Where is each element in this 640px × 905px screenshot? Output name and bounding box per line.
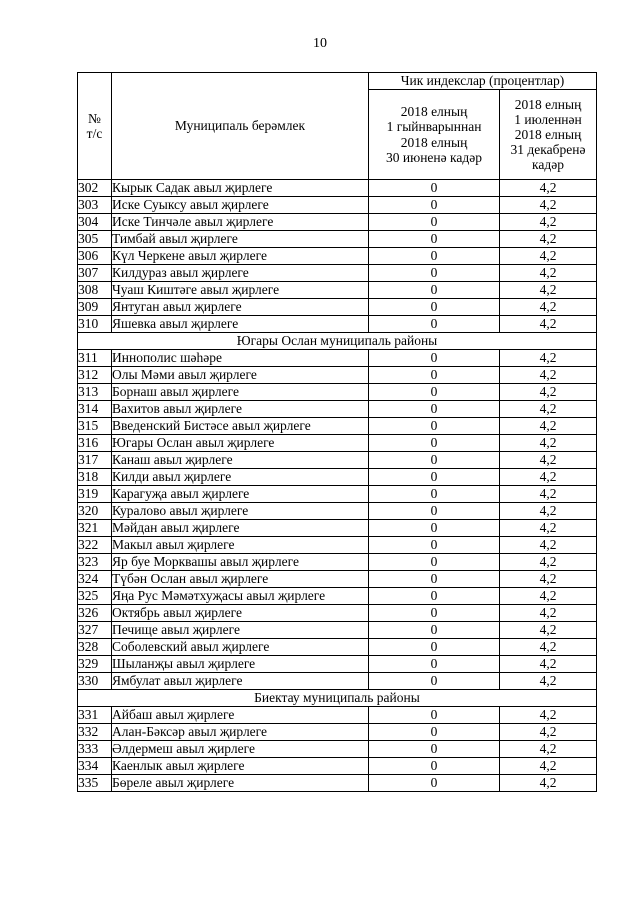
row-number: 307 [78, 265, 112, 282]
row-number: 303 [78, 197, 112, 214]
index-second-half: 4,2 [500, 775, 597, 792]
index-first-half: 0 [369, 571, 500, 588]
index-second-half: 4,2 [500, 265, 597, 282]
indices-table [77, 72, 597, 792]
index-first-half: 0 [369, 622, 500, 639]
header-period-first-half: 2018 елның 1 гыйнварыннан 2018 елның 30 июненә кадәр [369, 90, 500, 180]
row-number: 333 [78, 741, 112, 758]
municipality-name: Олы Мәми авыл җирлеге [112, 367, 369, 384]
index-first-half: 0 [369, 741, 500, 758]
municipality-name: Печище авыл җирлеге [112, 622, 369, 639]
row-number: 315 [78, 418, 112, 435]
table-row [78, 503, 597, 520]
header-municipality: Муниципаль берәмлек [112, 73, 369, 180]
section-row [78, 333, 597, 350]
index-second-half: 4,2 [500, 180, 597, 197]
row-number: 322 [78, 537, 112, 554]
municipality-name: Иске Тинчәле авыл җирлеге [112, 214, 369, 231]
table-row [78, 775, 597, 792]
municipality-name: Карагуҗа авыл җирлеге [112, 486, 369, 503]
index-first-half: 0 [369, 231, 500, 248]
index-first-half: 0 [369, 299, 500, 316]
index-first-half: 0 [369, 554, 500, 571]
row-number: 324 [78, 571, 112, 588]
index-first-half: 0 [369, 758, 500, 775]
municipality-name: Канаш авыл җирлеге [112, 452, 369, 469]
municipality-name: Түбән Ослан авыл җирлеге [112, 571, 369, 588]
index-first-half: 0 [369, 520, 500, 537]
index-first-half: 0 [369, 282, 500, 299]
municipality-name: Айбаш авыл җирлеге [112, 707, 369, 724]
municipality-name: Кырык Садак авыл җирлеге [112, 180, 369, 197]
row-number: 323 [78, 554, 112, 571]
municipality-name: Ямбулат авыл җирлеге [112, 673, 369, 690]
municipality-name: Тимбай авыл җирлеге [112, 231, 369, 248]
municipality-name: Килди авыл җирлеге [112, 469, 369, 486]
index-first-half: 0 [369, 180, 500, 197]
municipality-name: Вахитов авыл җирлеге [112, 401, 369, 418]
table-row [78, 384, 597, 401]
table-row [78, 367, 597, 384]
index-first-half: 0 [369, 707, 500, 724]
index-second-half: 4,2 [500, 741, 597, 758]
row-number: 304 [78, 214, 112, 231]
municipality-name: Введенский Бистәсе авыл җирлеге [112, 418, 369, 435]
table-row [78, 248, 597, 265]
row-number: 311 [78, 350, 112, 367]
table-row [78, 316, 597, 333]
row-number: 331 [78, 707, 112, 724]
index-second-half: 4,2 [500, 197, 597, 214]
municipality-name: Чуаш Киштәге авыл җирлеге [112, 282, 369, 299]
header-limit-indices: Чик индекслар (процентлар) [369, 73, 597, 90]
index-second-half: 4,2 [500, 418, 597, 435]
table-row [78, 299, 597, 316]
table-row [78, 758, 597, 775]
index-second-half: 4,2 [500, 554, 597, 571]
index-first-half: 0 [369, 605, 500, 622]
index-second-half: 4,2 [500, 571, 597, 588]
municipality-name: Куралово авыл җирлеге [112, 503, 369, 520]
table-row [78, 741, 597, 758]
index-first-half: 0 [369, 503, 500, 520]
municipality-name: Янтуган авыл җирлеге [112, 299, 369, 316]
index-second-half: 4,2 [500, 469, 597, 486]
index-first-half: 0 [369, 588, 500, 605]
table-row [78, 707, 597, 724]
table-row [78, 571, 597, 588]
municipality-name: Алан-Бәксәр авыл җирлеге [112, 724, 369, 741]
index-first-half: 0 [369, 435, 500, 452]
index-second-half: 4,2 [500, 656, 597, 673]
table-row [78, 605, 597, 622]
index-first-half: 0 [369, 724, 500, 741]
index-second-half: 4,2 [500, 503, 597, 520]
row-number: 318 [78, 469, 112, 486]
index-second-half: 4,2 [500, 214, 597, 231]
index-second-half: 4,2 [500, 707, 597, 724]
table-row [78, 401, 597, 418]
table-row [78, 639, 597, 656]
table-row [78, 469, 597, 486]
index-first-half: 0 [369, 469, 500, 486]
table-row [78, 673, 597, 690]
municipality-name: Бөреле авыл җирлеге [112, 775, 369, 792]
table-row [78, 554, 597, 571]
index-first-half: 0 [369, 214, 500, 231]
municipality-name: Каенлык авыл җирлеге [112, 758, 369, 775]
index-first-half: 0 [369, 350, 500, 367]
section-title: Биектау муниципаль районы [78, 690, 597, 707]
index-second-half: 4,2 [500, 486, 597, 503]
index-second-half: 4,2 [500, 367, 597, 384]
table-row [78, 180, 597, 197]
row-number: 328 [78, 639, 112, 656]
index-second-half: 4,2 [500, 384, 597, 401]
index-first-half: 0 [369, 537, 500, 554]
row-number: 327 [78, 622, 112, 639]
row-number: 302 [78, 180, 112, 197]
index-first-half: 0 [369, 418, 500, 435]
index-first-half: 0 [369, 775, 500, 792]
table-row [78, 724, 597, 741]
table-row [78, 520, 597, 537]
section-row [78, 690, 597, 707]
table-row [78, 265, 597, 282]
municipality-name: Шыланҗы авыл җирлеге [112, 656, 369, 673]
index-first-half: 0 [369, 265, 500, 282]
index-second-half: 4,2 [500, 758, 597, 775]
municipality-name: Октябрь авыл җирлеге [112, 605, 369, 622]
index-first-half: 0 [369, 367, 500, 384]
index-first-half: 0 [369, 197, 500, 214]
index-second-half: 4,2 [500, 350, 597, 367]
table-row [78, 350, 597, 367]
municipality-name: Яшевка авыл җирлеге [112, 316, 369, 333]
municipality-name: Соболевский авыл җирлеге [112, 639, 369, 656]
row-number: 332 [78, 724, 112, 741]
row-number: 314 [78, 401, 112, 418]
row-number: 305 [78, 231, 112, 248]
table-row [78, 537, 597, 554]
index-first-half: 0 [369, 673, 500, 690]
index-second-half: 4,2 [500, 435, 597, 452]
table-row [78, 418, 597, 435]
index-second-half: 4,2 [500, 605, 597, 622]
index-first-half: 0 [369, 384, 500, 401]
index-second-half: 4,2 [500, 401, 597, 418]
index-second-half: 4,2 [500, 639, 597, 656]
table-row [78, 282, 597, 299]
index-second-half: 4,2 [500, 231, 597, 248]
row-number: 308 [78, 282, 112, 299]
row-number: 306 [78, 248, 112, 265]
municipality-name: Күл Черкене авыл җирлеге [112, 248, 369, 265]
index-second-half: 4,2 [500, 622, 597, 639]
municipality-name: Югары Ослан авыл җирлеге [112, 435, 369, 452]
row-number: 320 [78, 503, 112, 520]
row-number: 329 [78, 656, 112, 673]
table-row [78, 197, 597, 214]
table-row [78, 486, 597, 503]
row-number: 309 [78, 299, 112, 316]
row-number: 330 [78, 673, 112, 690]
index-second-half: 4,2 [500, 673, 597, 690]
table-row [78, 231, 597, 248]
row-number: 319 [78, 486, 112, 503]
row-number: 321 [78, 520, 112, 537]
index-second-half: 4,2 [500, 248, 597, 265]
index-second-half: 4,2 [500, 299, 597, 316]
index-second-half: 4,2 [500, 537, 597, 554]
municipality-name: Макыл авыл җирлеге [112, 537, 369, 554]
municipality-name: Килдураз авыл җирлеге [112, 265, 369, 282]
row-number: 316 [78, 435, 112, 452]
index-second-half: 4,2 [500, 316, 597, 333]
municipality-name: Әлдермеш авыл җирлеге [112, 741, 369, 758]
table-body [78, 180, 597, 792]
row-number: 310 [78, 316, 112, 333]
row-number: 334 [78, 758, 112, 775]
table-row [78, 656, 597, 673]
index-first-half: 0 [369, 656, 500, 673]
header-number: № т/с [78, 73, 112, 180]
municipality-name: Яңа Рус Мәмәтхуҗасы авыл җирлеге [112, 588, 369, 605]
row-number: 317 [78, 452, 112, 469]
index-second-half: 4,2 [500, 724, 597, 741]
table-row [78, 622, 597, 639]
table-row [78, 452, 597, 469]
row-number: 313 [78, 384, 112, 401]
section-title: Югары Ослан муниципаль районы [78, 333, 597, 350]
row-number: 325 [78, 588, 112, 605]
index-first-half: 0 [369, 639, 500, 656]
row-number: 312 [78, 367, 112, 384]
index-second-half: 4,2 [500, 452, 597, 469]
municipality-name: Иске Суыксу авыл җирлеге [112, 197, 369, 214]
index-first-half: 0 [369, 452, 500, 469]
row-number: 326 [78, 605, 112, 622]
page-number: 10 [313, 36, 327, 51]
index-second-half: 4,2 [500, 520, 597, 537]
row-number: 335 [78, 775, 112, 792]
municipality-name: Борнаш авыл җирлеге [112, 384, 369, 401]
index-first-half: 0 [369, 486, 500, 503]
table-row [78, 435, 597, 452]
municipality-name: Яр буе Морквашы авыл җирлеге [112, 554, 369, 571]
header-period-second-half: 2018 елның 1 июленнән 2018 елның 31 декабренә кадәр [500, 90, 597, 180]
index-first-half: 0 [369, 316, 500, 333]
index-first-half: 0 [369, 248, 500, 265]
index-second-half: 4,2 [500, 588, 597, 605]
municipality-name: Иннополис шәһәре [112, 350, 369, 367]
index-second-half: 4,2 [500, 282, 597, 299]
municipality-name: Мәйдан авыл җирлеге [112, 520, 369, 537]
index-first-half: 0 [369, 401, 500, 418]
table-row [78, 588, 597, 605]
table-row [78, 214, 597, 231]
